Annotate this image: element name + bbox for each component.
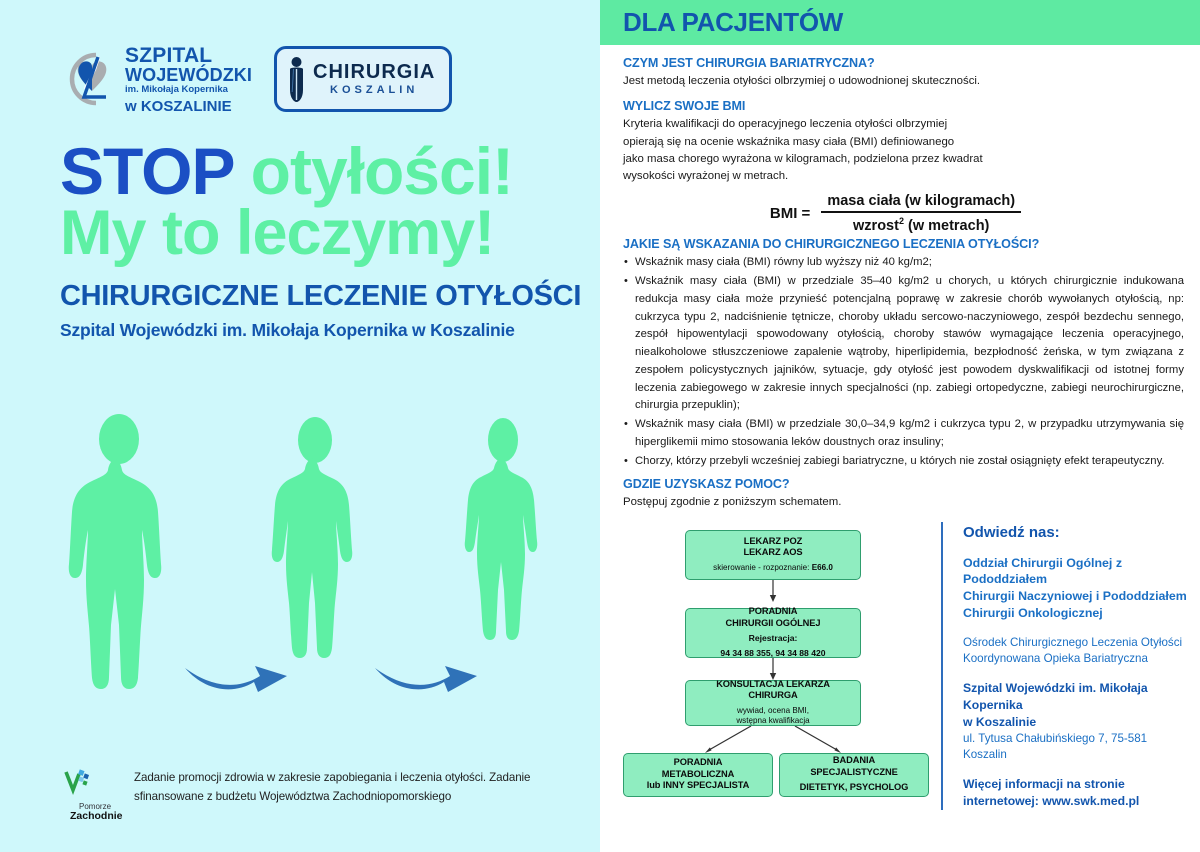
region-logo-line1: Pomorze	[79, 802, 112, 811]
headline-block	[60, 134, 590, 341]
department-line3: Chirurgii Onkologicznej	[963, 606, 1103, 621]
hospital-logo-text	[125, 45, 252, 114]
logo-row	[62, 45, 452, 114]
section-heading-bmi: WYLICZ SWOJE BMI	[623, 99, 746, 114]
spacer	[963, 667, 1188, 680]
surgery-logo-word1: CHIRURGIA	[313, 60, 436, 83]
flow-box-4-line1: PORADNIA	[673, 757, 723, 768]
flowchart-column	[623, 522, 933, 810]
surgery-logo-text	[313, 62, 435, 97]
headline-line3: CHIRURGICZNE LECZENIE OTYŁOŚCI	[60, 279, 582, 312]
surgeon-figure-icon	[287, 56, 306, 102]
headline-line4: Szpital Wojewódzki im. Mikołaja Kopernika w Koszalinie	[60, 319, 515, 340]
footer-left	[62, 768, 582, 823]
flow-box-1-title-line2: LEKARZ AOS	[743, 547, 803, 558]
headline-stop: STOP	[60, 134, 234, 208]
flow-box-2-title-line2: CHIRURGII OGÓLNEJ	[725, 617, 821, 628]
body-silhouettes-illustration	[55, 410, 575, 740]
hospital-logo	[62, 45, 252, 114]
hospital-line2: w Koszalinie	[963, 715, 1037, 730]
surgery-logo	[274, 46, 452, 112]
pomorze-zachodnie-icon	[62, 768, 124, 798]
patients-header-title: DLA PACJENTÓW	[623, 7, 843, 37]
bottom-area	[623, 522, 1188, 810]
flow-box-primary-care	[685, 530, 861, 580]
indication-item: • Chorzy, którzy przebyli wcześniej zabiegi bariatryczne, u których nie został osiągnięty efekt terapeutyczny.	[623, 453, 1188, 471]
surgery-logo-word2: KOSZALIN	[330, 83, 419, 96]
headline-obesity: otyłości!	[233, 134, 514, 208]
bmi-formula-denominator	[821, 213, 1021, 234]
flow-box-2-phone-numbers: 94 34 88 355, 94 34 88 420	[720, 648, 826, 659]
flow-box-metabolic-clinic	[623, 753, 773, 797]
flow-box-3-title-line1: KONSULTACJA LEKARZA	[716, 678, 830, 689]
hospital-name-line4: w KOSZALINIE	[125, 97, 232, 115]
center-line1: Ośrodek Chirurgicznego Leczenia Otyłości	[963, 636, 1183, 650]
flow-box-1-sub-prefix: skierowanie - rozpoznanie:	[713, 563, 812, 573]
bmi-paragraph-1: Kryteria kwalifikacji do operacyjnego leczenia otyłości olbrzymiej	[623, 118, 948, 131]
headline-line1	[60, 134, 590, 208]
right-body	[600, 45, 1200, 810]
section-heading-indications: JAKIE SĄ WSKAZANIA DO CHIRURGICZNEGO LECZENIA OTYŁOŚCI?	[623, 237, 1040, 252]
flow-box-2-registration-label: Rejestracja:	[748, 633, 798, 644]
patients-header-bar	[600, 0, 1200, 45]
indication-item: • Wskaźnik masy ciała (BMI) równy lub wyższy niż 40 kg/m2;	[623, 254, 1188, 272]
bmi-formula-fraction	[821, 193, 1021, 234]
flow-box-5-line1: BADANIA	[832, 755, 876, 766]
spacer	[963, 763, 1188, 776]
section-text-what-is: Jest metodą leczenia otyłości olbrzymiej o udowodnionej skuteczności.	[623, 75, 981, 87]
spacer	[963, 622, 1188, 635]
right-panel	[600, 0, 1200, 852]
bmi-formula	[623, 193, 1188, 234]
bmi-denominator-sup: 2	[898, 215, 904, 226]
care-pathway-flowchart	[623, 530, 923, 793]
silhouette-medium	[272, 417, 353, 658]
flow-box-4-line3: lub INNY SPECJALISTA	[646, 780, 750, 791]
indications-list	[623, 254, 1188, 470]
hospital-line1: Szpital Wojewódzki im. Mikołaja Kopernika	[963, 681, 1148, 713]
section-text-help: Postępuj zgodnie z poniższym schematem.	[623, 496, 842, 509]
progress-arrow-2	[375, 666, 477, 692]
visit-us-heading: Odwiedź nas:	[963, 523, 1060, 541]
department-line1: Oddział Chirurgii Ogólnej z Pododdziałem	[963, 555, 1123, 587]
flow-box-5-line3: DIETETYK, PSYCHOLOG	[799, 782, 909, 793]
more-info-line2: internetowej: www.swk.med.pl	[963, 794, 1140, 809]
silhouette-large	[69, 414, 162, 689]
indication-item: • Wskaźnik masy ciała (BMI) w przedziale 30,0–34,9 kg/m2 i cukrzyca typu 2, w przypadku utrzymywania się hiperglikemii mimo stosowania leków doustnych oraz insuliny;	[623, 416, 1188, 451]
flow-box-specialist-tests	[779, 753, 929, 797]
bmi-paragraph-4: wysokości wyrażonej w metrach.	[623, 170, 789, 183]
flow-box-1-title-line1: LEKARZ POZ	[743, 535, 803, 546]
flow-box-2-title-line1: PORADNIA	[748, 606, 798, 616]
bmi-formula-numerator: masa ciała (w kilogramach)	[827, 192, 1016, 209]
region-logo-line2: Zachodnie	[70, 810, 123, 822]
spacer	[623, 90, 1188, 99]
indication-item: • Wskaźnik masy ciała (BMI) w przedziale 35–40 kg/m2 u chorych, u których chirurgicznie indukowana redukcja masy ciała może przynieść potencjalną poprawę w zakresie chorób wywołanych otyłością, np: cukrzyca typu 2, nadciśnienie tętnicze, choroby układu sercowo-naczyniowego, zespół bezdechu sennego, zespół hipowentylacji spowodowany otyłością, choroby stawów wymagające leczenia operacyjnego, niealkoholowe stłuszczeniowe zapalenie wątroby, hiperlipidemia, bezpłodność żeńska, w tym związana z zespołem policystycznych jajników, sytuacje, gdy otyłość jest powodem dyskwalifikacji od istotnej formy leczenia zabiegowego w zakresie innych specjalności (np. zabiegi ortopedyczne, zabiegi neurochirurgiczne, chirurgia przepuklin);	[623, 273, 1188, 415]
flow-box-3-sub-line2: wstępna kwalifikacja	[736, 716, 810, 726]
region-logo	[62, 768, 124, 823]
hospital-address: ul. Tytusa Chałubińskiego 7, 75-581 Koszalin	[963, 731, 1148, 762]
flow-box-surgery-clinic	[685, 608, 861, 658]
bmi-formula-lhs: BMI =	[769, 204, 811, 222]
hospital-logo-mark	[62, 51, 120, 107]
section-heading-help: GDZIE UZYSKASZ POMOC?	[623, 477, 790, 492]
flow-box-3-sub-line1: wywiad, ocena BMI,	[737, 705, 809, 715]
flow-box-1-subtext	[690, 563, 856, 573]
visit-us-column	[941, 522, 1188, 810]
bmi-denominator-rest: (w metrach)	[903, 217, 990, 234]
flow-box-1-sub-code: E66.0	[811, 563, 833, 573]
progress-arrow-1	[185, 666, 287, 692]
flow-box-5-line2: SPECJALISTYCZNE	[810, 766, 898, 777]
flow-box-4-line2: METABOLICZNA	[661, 768, 735, 779]
department-line2: Chirurgii Naczyniowej i Pododdziałem	[963, 589, 1187, 604]
flow-box-3-title-line2: CHIRURGA	[748, 690, 798, 701]
hospital-name-line2: WOJEWÓDZKI	[125, 65, 252, 85]
bmi-paragraph-3: jako masa chorego wyrażona w kilogramach, podzielona przez kwadrat	[623, 152, 983, 165]
hospital-name-line3: im. Mikołaja Kopernika	[125, 84, 228, 95]
section-heading-what-is: CZYM JEST CHIRURGIA BARIATRYCZNA?	[623, 56, 875, 70]
silhouette-slim	[465, 418, 538, 640]
more-info-line1: Więcej informacji na stronie	[963, 777, 1125, 792]
headline-line2: My to leczymy!	[60, 198, 495, 269]
hospital-name-line1: SZPITAL	[125, 44, 213, 67]
footer-funding-text: Zadanie promocji zdrowia w zakresie zapobiegania i leczenia otyłości. Zadanie sfinansowane z budżetu Województwa Zachodniopomorskiego	[134, 771, 531, 804]
bmi-denominator-base: wzrost	[853, 217, 899, 234]
bmi-paragraph-2: opierają się na ocenie wskaźnika masy ciała (BMI) definiowanego	[623, 135, 955, 148]
flow-box-surgeon-consult	[685, 680, 861, 726]
center-line2: Koordynowana Opieka Bariatryczna	[963, 652, 1148, 666]
